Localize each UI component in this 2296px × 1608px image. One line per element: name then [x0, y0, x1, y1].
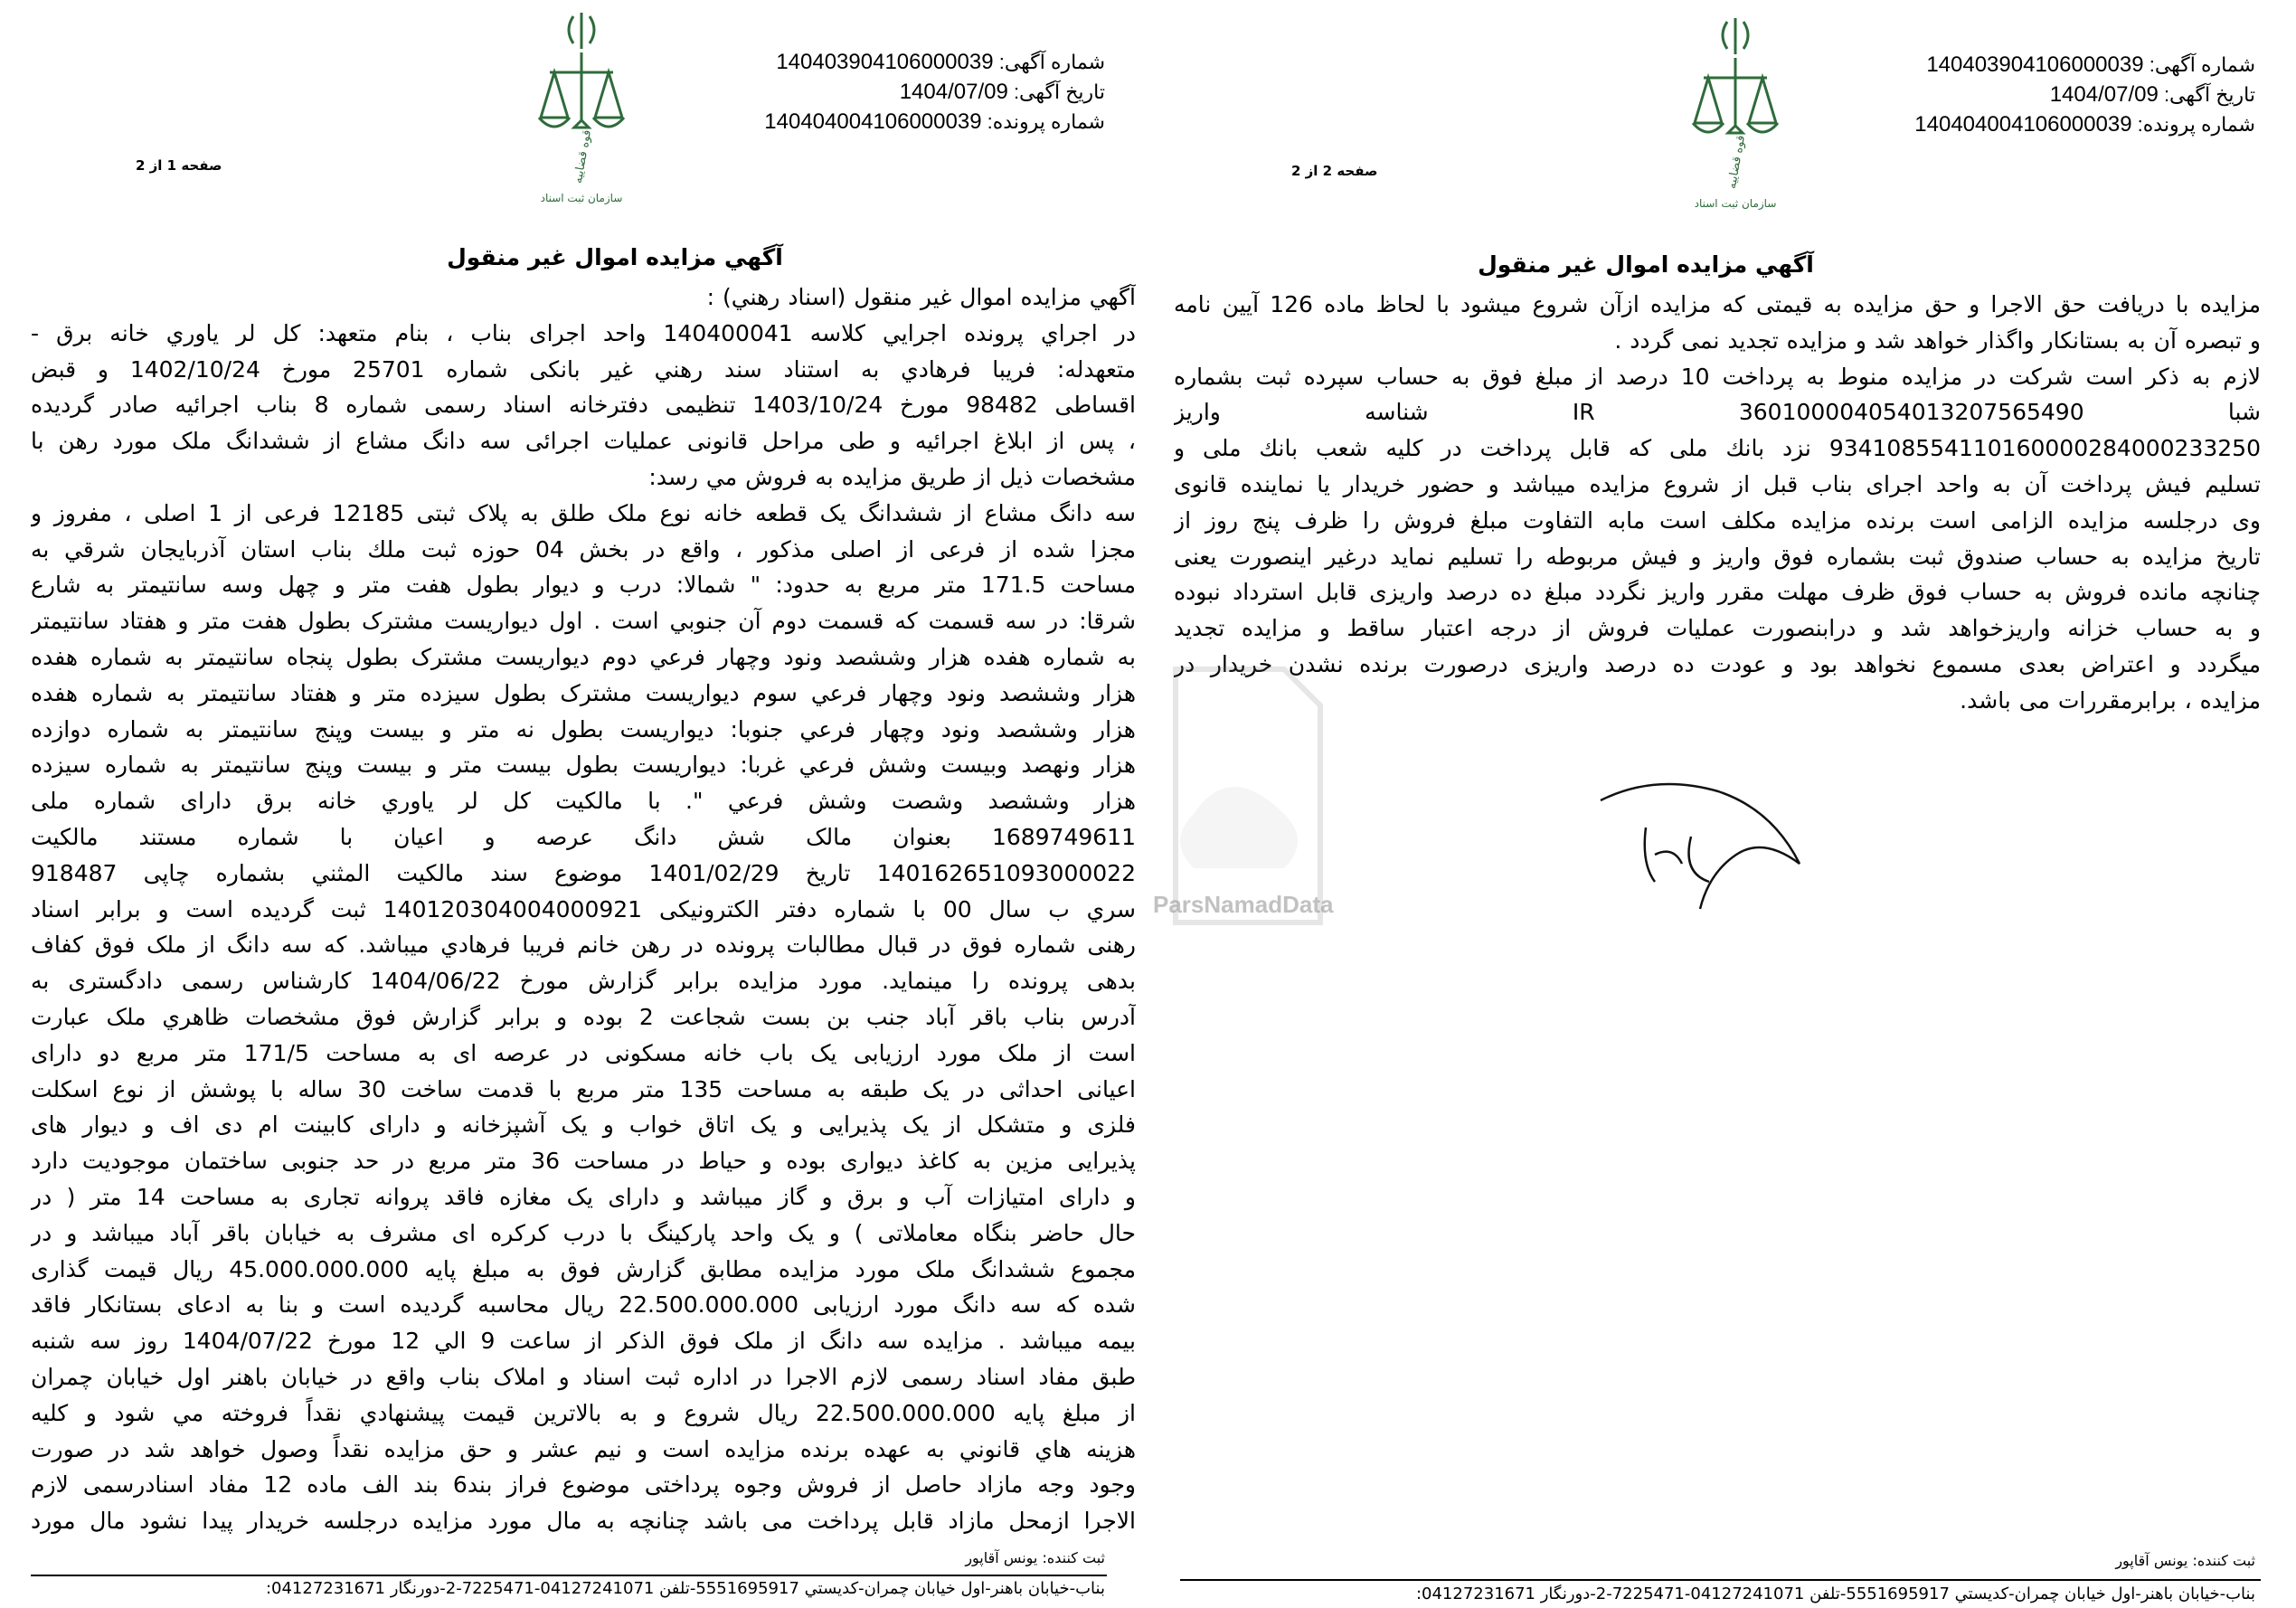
body-text-line: 934108554110160000284000233250 نزد بانك ملى كه قابل پرداخت در كليه شعب بانك ملى و: [1174, 435, 2261, 462]
body-text-line: ، پس از ابلاغ اجرائيه و طى مراحل قانونى عمليات اجرائى سه دانگ مشاع از ششدانگ ملک مورد رهن با: [31, 428, 1136, 455]
body-text-line: هزار وششصد وشصت وشش فرعي ". با مالكيت كل لر ياوري خانه برق داراى شماره ملى: [31, 788, 1136, 815]
body-text-line: آدرس بناب باقر آباد جنب بن بست شجاعت 2 بوده و برابر گزارش فوق مشخصات ظاهري ملک عبارت: [31, 1003, 1136, 1030]
body-text-line: و به حساب خزانه واريزخواهد شد و درابنصورت عمليات فروش از درجه اعتبار ساقط و مزايده تجديد: [1174, 615, 2261, 642]
body-text-line: متعهدله: فريبا فرهادي به استناد سند رهني غير بانكى شماره 25701 مورخ 1402/10/24 و قبض: [31, 355, 1136, 383]
body-text-line: چنانچه مانده فروش به حساب فوق ظرف مهلت مقرر واريز نگردد مبلغ ده درصد واريزى قابل استرداد نبوده: [1174, 579, 2261, 606]
ad-date-label: تاریخ آگهی:: [2163, 83, 2255, 106]
body-text-line: آگهي مزايده اموال غير منقول (اسناد رهني) :: [706, 284, 1136, 310]
judiciary-logo-icon: [514, 7, 649, 215]
body-text-line: وى درجلسه مزايده الزامى است برنده مزايده مكلف است مابه التفاوت مبلغ فروش را ظرف پنج روز از: [1174, 506, 2261, 534]
body-text-line: رهنى شماره فوق در قبال مطالبات پرونده در رهن خانم فريبا فرهادي ميباشد. كه سه دانگ از ملک فوق كفاف: [31, 932, 1136, 959]
announcement-body: [31, 279, 1136, 1539]
body-text-line: مشخصات ذيل از طريق مزايده به فروش مي رسد:: [648, 463, 1136, 490]
body-text-line: طبق مفاد اسناد رسمى لازم الاجرا در اداره ثبت اسناد و املاک بناب واقع در خيابان باهنر اول خيابان چمران: [31, 1363, 1136, 1390]
body-text-line: 140162651093000022 تاريخ 1401/02/29 موضوع سند مالکيت المثني بشماره چاپى 918487: [31, 859, 1136, 886]
body-text-line: اقساطى 98482 مورخ 1403/10/24 تنظيمى دفترخانه اسناد رسمى شماره 8 بناب اجرائيه صادر گرديده: [31, 392, 1136, 419]
ad-number-label: شماره آگهی:: [2149, 53, 2255, 76]
body-text-line: مجموع ششدانگ ملک مورد مزايده مطابق گزارش فوق به مبلغ پايه 45.000.000.000 ريال قيمت گذارى: [31, 1255, 1136, 1282]
ad-date: 1404/07/09: [899, 80, 1008, 104]
announcement-body: [1174, 287, 2261, 719]
footer-address: بناب-خيابان باهنر-اول خيابان چمران-كديستي 5551695917-تلفن 04127241071-7225471-2-دورنگار 04127231671:: [1415, 1584, 2255, 1603]
file-number: 140404004106000039: [1914, 112, 2132, 137]
body-text-line: از مبلغ پايه 22.500.000.000 ريال شروع و به بالاترين قيمت پيشنهادي نقداً فروخته مي شود و كليه: [31, 1399, 1136, 1426]
body-text-line: 1689749611 بعنوان مالک شش دانگ عرصه و اعيان با شماره مستند مالکيت: [31, 823, 1136, 850]
body-text-line: هزار وششصد ونود وچهار فرعي جنوبا: ديواريست بطول نه متر و بيست وپنج سانتيمتر به شماره دوازده: [31, 715, 1136, 743]
body-text-line: حال حاضر بنگاه معاملاتى ) و يک واحد پاركينگ با درب كركره اى مشرف به خيابان باقر آباد ميباشد و در: [31, 1219, 1136, 1246]
body-text-line: است از ملک مورد ارزيابى يک باب خانه مسكونى در عرصه اى به مساحت 171/5 متر مربع دو داراى: [31, 1039, 1136, 1066]
page-title: آگهي مزايده اموال غير منقول: [447, 244, 783, 270]
footer-divider: [31, 1575, 1107, 1576]
file-number: 140404004106000039: [764, 109, 982, 134]
body-text-line: بيمه ميباشد . مزايده سه دانگ از ملک فوق الذكر از ساعت 9 الي 12 مورخ 1404/07/22 روز سه شنبه: [31, 1328, 1136, 1355]
header-info: [764, 47, 1105, 137]
signature-icon: [1592, 764, 1818, 918]
body-text-line: فلزى و متشكل از يک پذيرايى و يک اتاق خواب و يک آشپزخانه و داراى كابينت ام دى اف و ديوار هاى: [31, 1111, 1136, 1139]
body-text-line: بدهى پرونده را مينمايد. مورد مزايده برابر گزارش مورخ 1404/06/22 كارشناس رسمى دادگسترى به: [31, 968, 1136, 995]
body-text-line: هزينه هاي قانوني به عهده برنده مزايده است و نيم عشر و حق مزايده نقداً وصول خواهد شد در صورت: [31, 1435, 1136, 1462]
body-text-line: ميگردد و اعتراض بعدى مسموع نخواهد بود و عودت ده درصد واريزى درصورت برنده نشدن خريدار در: [1174, 650, 2261, 677]
body-text-line: هزار ونهصد وبيست وشش فرعي غربا: ديواريست بطول بيست متر و بيست وپنج سانتيمتر به شماره سيزده: [31, 752, 1136, 779]
body-text-line: و تبصره آن به بستانكار واگذار خواهد شد و مزايده تجديد نمى گردد .: [1614, 326, 2261, 354]
body-text-line: و داراى امتيازات آب و برق و گاز ميباشد و داراى يک مغازه فاقد پروانه تجارى به مساحت 14 متر ( در: [31, 1183, 1136, 1210]
svg-text:قوه قضاییه: قوه قضاییه: [1724, 134, 1749, 191]
body-text-line: مساحت 171.5 متر مربع به حدود: " شمالا: درب و ديوار بطول هفت متر و چهل وسه سانتيمتر به شارع: [31, 572, 1136, 599]
file-number-label: شماره پرونده:: [987, 110, 1105, 133]
body-text-line: الاجرا ازمحل مازاد قابل پرداخت مى باشد چنانچه به مال مورد مزايده درجلسه خريدار پيدا نشود مال مورد: [31, 1508, 1136, 1535]
body-text-line: هزار وششصد ونود وچهار فرعي سوم ديواريست مشترک بطول سيزده متر و هفتاد سانتيمتر به شماره هفده: [31, 679, 1136, 706]
judiciary-logo-icon: [1668, 13, 1803, 221]
ad-date: 1404/07/09: [2049, 82, 2159, 107]
body-text-line: مزايده ، برابرمقررات مى باشد.: [1960, 686, 2261, 714]
watermark-text: ParsNamadData: [1153, 891, 1334, 918]
registrar: ثبت كننده: يونس آقاپور: [2115, 1552, 2255, 1569]
svg-text:سازمان ثبت اسناد: سازمان ثبت اسناد: [1694, 197, 1777, 210]
ad-number-label: شماره آگهی:: [998, 51, 1105, 73]
body-text-line: مزايده با دريافت حق الاجرا و حق مزايده به قيمتى كه مزايده ازآن شروع ميشود با لحاظ ماده 126 آيين نامه: [1174, 291, 2261, 317]
body-text-line: در اجراي پرونده اجرايي كلاسه 140400041 واحد اجراى بناب ، بنام متعهد: كل لر ياوري خانه برق -: [31, 319, 1136, 346]
ad-number: 140403904106000039: [1926, 52, 2144, 77]
body-text-line: سه دانگ مشاع از ششدانگ يک قطعه خانه نوع ملک طلق به پلاک ثبتى 12185 فرعى از 1 اصلى ، مفروز و: [31, 499, 1136, 526]
body-text-line: اعيانى احداثى در يک طبقه به مساحت 135 متر مربع با قدمت ساخت 30 ساله با پوشش از نوع اسكلت: [31, 1075, 1136, 1102]
footer-address: بناب-خيابان باهنر-اول خيابان چمران-كديستي 5551695917-تلفن 04127241071-7225471-2-دورنگار 04127231671:: [265, 1579, 1105, 1598]
registrar: ثبت كننده: يونس آقاپور: [965, 1549, 1105, 1566]
page-label: صفحه 2 از 2: [1291, 163, 1378, 179]
body-text-line: لازم به ذكر است شركت در مزايده منوط به پرداخت 10 درصد از مبلغ فوق به حساب سپرده ثبت بشماره: [1174, 363, 2261, 390]
body-text-line: مجزا شده از فرعى از اصلى مذکور ، واقع در بخش 04 حوزه ثبت ملك بناب استان آذربايجان شرقي به: [31, 535, 1136, 563]
ad-date-label: تاریخ آگهی:: [1013, 80, 1105, 103]
body-text-line: وجود وجه مازاد حاصل از فروش وجوه پرداختى موضوع فراز بند6 بند الف ماده 12 مفاد اسنادرسمى لازم: [31, 1471, 1136, 1499]
body-text-line: شرقا: در سه قسمت که قسمت دوم آن جنوبي است . اول ديواريست مشترک بطول هفت متر و هفتاد سانتيمتر: [31, 608, 1136, 635]
body-text-line: تسليم فيش پرداخت آن به واحد اجراى بناب قبل از شروع مزايده ميباشد و حضور خريدار يا نماينده قانوى: [1174, 470, 2261, 497]
body-text-line: به شماره هفده هزار وششصد ونود وچهار فرعي دوم ديواريست مشترک بطول پنجاه سانتيمتر به شماره هفده: [31, 643, 1136, 670]
body-text-line: شبا 360100004054013207565490 IR شناسه واريز: [1174, 399, 2261, 426]
svg-text:قوه قضاییه: قوه قضاییه: [571, 128, 595, 185]
page-title: آگهي مزايده اموال غير منقول: [1478, 251, 1814, 278]
page-label: صفحه 1 از 2: [136, 157, 222, 174]
body-text-line: پذيرايى مزين به كاغذ ديوارى بوده و حياط در مساحت 36 متر مربع در حد جنوبى ساختمان موجوديت دارد: [31, 1148, 1136, 1175]
header-info: [1914, 50, 2255, 139]
body-text-line: سري ب سال 00 با شماره دفتر الكترونيكى 140120304004000921 ثبت گرديده است و برابر اسناد: [31, 895, 1136, 922]
body-text-line: تاريخ مزايده به حساب صندوق ثبت بشماره فوق واريز و فيش مربوطه را تسليم نمايد درغير اينصورت يعنى: [1174, 543, 2261, 570]
file-number-label: شماره پرونده:: [2137, 113, 2255, 136]
svg-text:سازمان ثبت اسناد: سازمان ثبت اسناد: [540, 192, 623, 204]
ad-number: 140403904106000039: [776, 50, 994, 74]
footer-divider: [1180, 1579, 2261, 1581]
body-text-line: شده كه سه دانگ مورد ارزيابى 22.500.000.000 ريال محاسبه گرديده است و بنا به ادعاى بستانكار فاقد: [31, 1291, 1136, 1319]
